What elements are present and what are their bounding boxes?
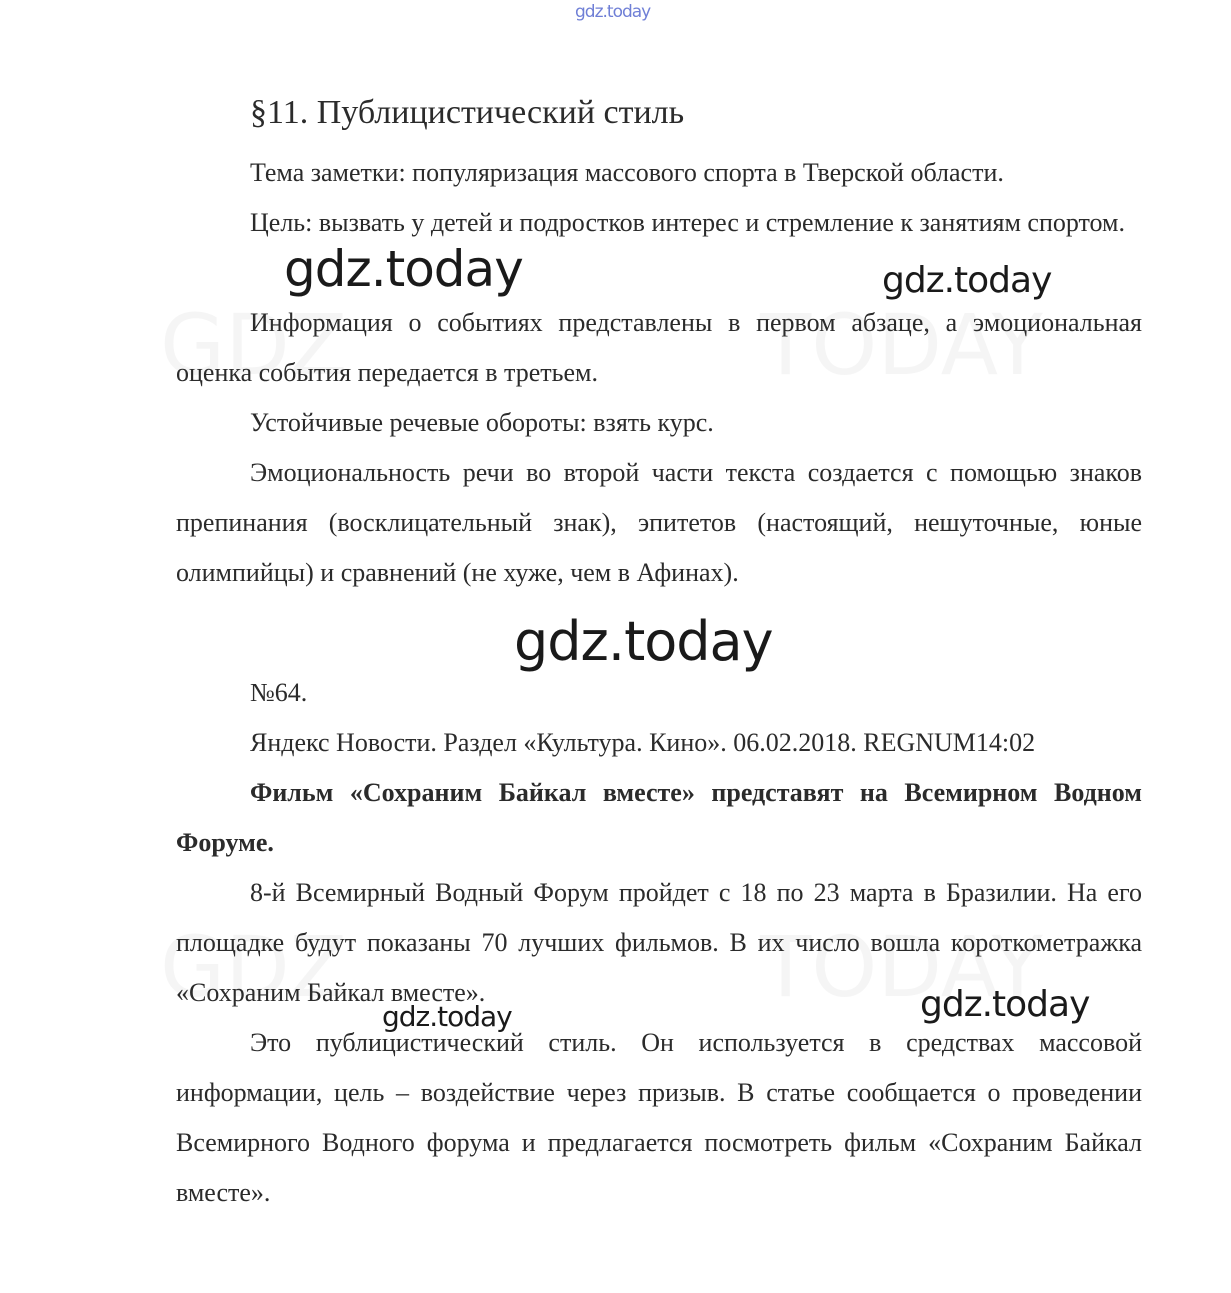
section-heading: §11. Публицистический стиль — [250, 94, 685, 131]
paragraph-goal: Цель: вызвать у детей и подростков интерес и стремление к занятиям спортом. — [250, 208, 1125, 237]
paragraph-information: Информация о событиях представлены в первом абзаце, а эмоциональная оценка события передается в третьем. — [176, 308, 1142, 387]
watermark-top: gdz.today — [575, 2, 651, 22]
paragraph-topic: Тема заметки: популяризация массового спорта в Тверской области. — [250, 158, 1004, 187]
watermark: gdz.today — [382, 1000, 512, 1033]
news-source: Яндекс Новости. Раздел «Культура. Кино». 06.02.2018. REGNUM14:02 — [250, 728, 1036, 757]
paragraph-analysis: Это публицистический стиль. Он используется в средствах массовой информации, цель – воздействие через призыв. В статье сообщается о проведении Всемирного Водного форума и предлагается посмотреть фильм «Сохраним Байкал вместе». — [176, 1028, 1142, 1207]
watermark: gdz.today — [284, 240, 523, 298]
news-body: 8-й Всемирный Водный Форум пройдет с 18 по 23 марта в Бразилии. На его площадке будут показаны 70 лучших фильмов. В их число вошла короткометражка «Сохраним Байкал вместе». — [176, 878, 1142, 1007]
paragraph-emotionality: Эмоциональность речи во второй части текста создается с помощью знаков препинания (восклицательный знак), эпитетов (настоящий, нешуточные, юные олимпийцы) и сравнений (не хуже, чем в Афинах). — [176, 458, 1142, 587]
watermark: gdz.today — [882, 260, 1052, 301]
watermark: gdz.today — [920, 984, 1090, 1025]
watermark: gdz.today — [514, 610, 773, 673]
paragraph-phrases: Устойчивые речевые обороты: взять курс. — [250, 408, 714, 437]
news-title: Фильм «Сохраним Байкал вместе» представят на Всемирном Водном Форуме. — [176, 778, 1142, 857]
exercise-number: №64. — [250, 678, 308, 707]
